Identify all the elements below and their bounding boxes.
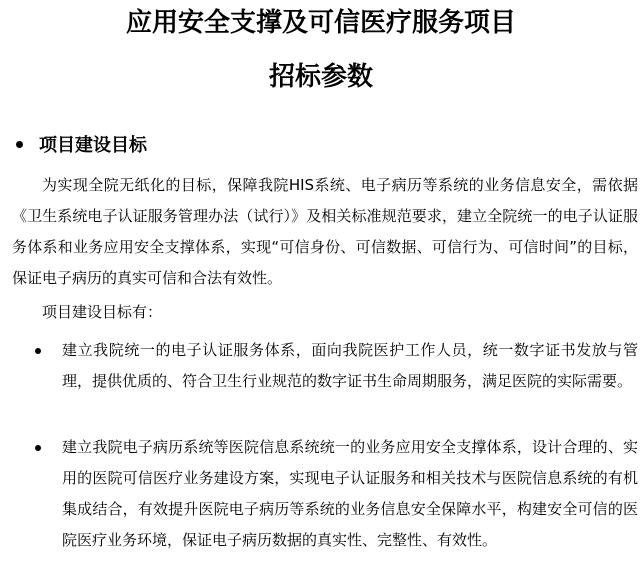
goal-item (0, 335, 642, 397)
bullet-icon (35, 445, 41, 451)
bullet-icon (16, 141, 23, 148)
goal-list (0, 335, 642, 397)
goals-label: 项目建设目标有： (42, 303, 163, 321)
goal-text: 建立我院电子病历系统等医院信息系统统一的业务应用安全支撑体系，设计合理的、实用的医院可信医疗业务建设方案，实现电子认证服务和相关技术与医院信息系统的有机集成结合，有效提升医院电子病历等系统的业务信息安全保障水平，构建安全可信的医院医疗业务环境，保证电子病历数据的真实性、完整性、有效性。 (62, 438, 638, 549)
goal-item (0, 432, 642, 556)
intro-paragraph: 为实现全院无纸化的目标，保障我院HIS系统、电子病历等系统的业务信息安全，需依据《卫生系统电子认证服务管理办法（试行）》及相关标准规范要求，建立全院统一的电子认证服务体系和业务应用安全支撑体系，实现“可信身份、可信数据、可信行为、可信时间”的目标，保证电子病历的真实可信和合法有效性。 (12, 176, 638, 287)
section-heading (12, 130, 147, 158)
document-title: 应用安全支撑及可信医疗服务项目 (125, 8, 516, 38)
document-subtitle: 招标参数 (268, 62, 373, 92)
goal-list (0, 432, 642, 556)
section-heading-text: 项目建设目标 (39, 135, 147, 156)
bullet-icon (35, 348, 41, 354)
goal-text: 建立我院统一的电子认证服务体系，面向我院医护工作人员，统一数字证书发放与管理，提供优质的、符合卫生行业规范的数字证书生命周期服务，满足医院的实际需要。 (62, 341, 638, 390)
